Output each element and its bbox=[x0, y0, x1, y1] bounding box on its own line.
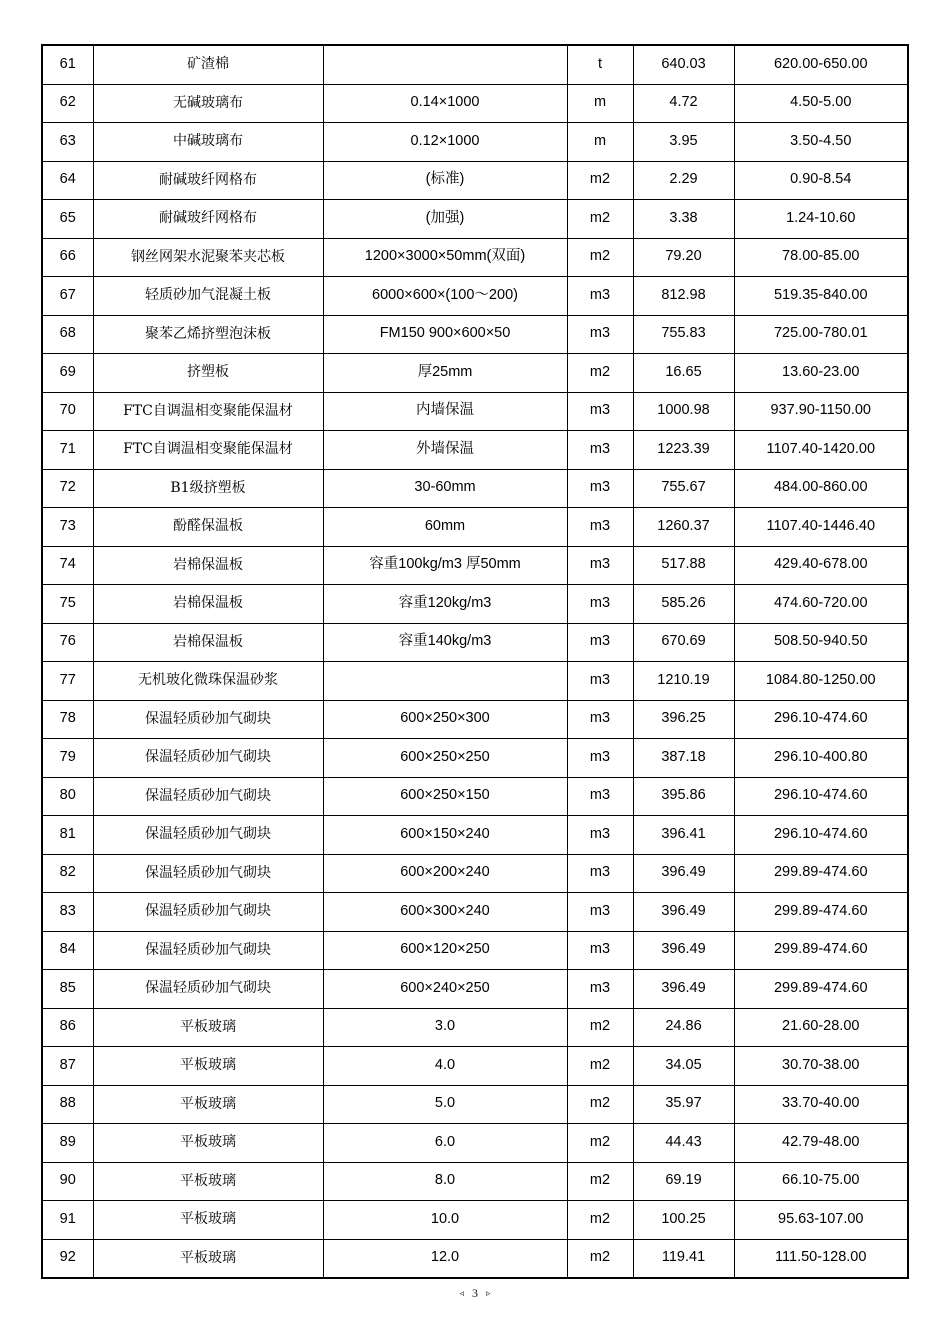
row-number-cell: 86 bbox=[42, 1008, 93, 1047]
row-number-cell: 81 bbox=[42, 816, 93, 855]
price-range-cell: 484.00-860.00 bbox=[734, 469, 908, 508]
specification-cell: 10.0 bbox=[323, 1201, 567, 1240]
price-range-cell: 296.10-474.60 bbox=[734, 816, 908, 855]
row-number-cell: 76 bbox=[42, 623, 93, 662]
price-range-cell: 33.70-40.00 bbox=[734, 1085, 908, 1124]
unit-cell: m2 bbox=[567, 1162, 633, 1201]
table-row bbox=[42, 123, 908, 162]
specification-cell: 60mm bbox=[323, 508, 567, 547]
specification-cell: 1200×3000×50mm(双面) bbox=[323, 238, 567, 277]
price-range-cell: 13.60-23.00 bbox=[734, 354, 908, 393]
price-cell: 34.05 bbox=[633, 1047, 734, 1086]
specification-cell: 6.0 bbox=[323, 1124, 567, 1163]
material-name-cell: 平板玻璃 bbox=[93, 1008, 323, 1047]
specification-cell: 600×250×250 bbox=[323, 739, 567, 778]
material-name-cell: 岩棉保温板 bbox=[93, 623, 323, 662]
price-range-cell: 21.60-28.00 bbox=[734, 1008, 908, 1047]
material-name-cell: FTC自调温相变聚能保温材 bbox=[93, 431, 323, 470]
price-cell: 1210.19 bbox=[633, 662, 734, 701]
price-range-cell: 299.89-474.60 bbox=[734, 970, 908, 1009]
price-range-cell: 78.00-85.00 bbox=[734, 238, 908, 277]
row-number-cell: 82 bbox=[42, 854, 93, 893]
unit-cell: m bbox=[567, 123, 633, 162]
material-name-cell: 平板玻璃 bbox=[93, 1085, 323, 1124]
material-name-cell: 保温轻质砂加气砌块 bbox=[93, 893, 323, 932]
price-cell: 387.18 bbox=[633, 739, 734, 778]
price-cell: 1223.39 bbox=[633, 431, 734, 470]
price-range-cell: 296.10-474.60 bbox=[734, 777, 908, 816]
table-row bbox=[42, 662, 908, 701]
unit-cell: m3 bbox=[567, 546, 633, 585]
material-name-cell: 岩棉保温板 bbox=[93, 546, 323, 585]
price-range-cell: 3.50-4.50 bbox=[734, 123, 908, 162]
material-name-cell: 耐碱玻纤网格布 bbox=[93, 161, 323, 200]
material-name-cell: 中碱玻璃布 bbox=[93, 123, 323, 162]
unit-cell: m3 bbox=[567, 739, 633, 778]
table-row bbox=[42, 623, 908, 662]
specification-cell: (标准) bbox=[323, 161, 567, 200]
row-number-cell: 84 bbox=[42, 931, 93, 970]
table-row bbox=[42, 777, 908, 816]
specification-cell: 12.0 bbox=[323, 1239, 567, 1278]
specification-cell: 容重120kg/m3 bbox=[323, 585, 567, 624]
specification-cell: 6000×600×(100～200) bbox=[323, 277, 567, 316]
unit-cell: m2 bbox=[567, 1124, 633, 1163]
specification-cell: 8.0 bbox=[323, 1162, 567, 1201]
price-range-cell: 0.90-8.54 bbox=[734, 161, 908, 200]
price-cell: 3.95 bbox=[633, 123, 734, 162]
specification-cell: 外墙保温 bbox=[323, 431, 567, 470]
price-range-cell: 1107.40-1420.00 bbox=[734, 431, 908, 470]
material-name-cell: B1级挤塑板 bbox=[93, 469, 323, 508]
price-cell: 812.98 bbox=[633, 277, 734, 316]
table-row bbox=[42, 1008, 908, 1047]
row-number-cell: 91 bbox=[42, 1201, 93, 1240]
specification-cell: 容重100kg/m3 厚50mm bbox=[323, 546, 567, 585]
unit-cell: m3 bbox=[567, 315, 633, 354]
specification-cell: 600×250×300 bbox=[323, 700, 567, 739]
material-name-cell: 酚醛保温板 bbox=[93, 508, 323, 547]
row-number-cell: 66 bbox=[42, 238, 93, 277]
material-name-cell: 无机玻化微珠保温砂浆 bbox=[93, 662, 323, 701]
price-range-cell: 30.70-38.00 bbox=[734, 1047, 908, 1086]
price-cell: 585.26 bbox=[633, 585, 734, 624]
specification-cell: 600×120×250 bbox=[323, 931, 567, 970]
price-cell: 396.49 bbox=[633, 931, 734, 970]
price-range-cell: 1084.80-1250.00 bbox=[734, 662, 908, 701]
price-range-cell: 299.89-474.60 bbox=[734, 854, 908, 893]
table-row bbox=[42, 238, 908, 277]
unit-cell: m3 bbox=[567, 431, 633, 470]
price-cell: 670.69 bbox=[633, 623, 734, 662]
row-number-cell: 77 bbox=[42, 662, 93, 701]
material-name-cell: 平板玻璃 bbox=[93, 1201, 323, 1240]
price-range-cell: 1.24-10.60 bbox=[734, 200, 908, 239]
price-cell: 396.25 bbox=[633, 700, 734, 739]
unit-cell: m2 bbox=[567, 200, 633, 239]
unit-cell: m2 bbox=[567, 1085, 633, 1124]
table-row bbox=[42, 45, 908, 84]
table-row bbox=[42, 970, 908, 1009]
row-number-cell: 85 bbox=[42, 970, 93, 1009]
unit-cell: m2 bbox=[567, 354, 633, 393]
price-cell: 517.88 bbox=[633, 546, 734, 585]
price-cell: 1260.37 bbox=[633, 508, 734, 547]
right-triangle-icon: ▹ bbox=[486, 1288, 491, 1298]
price-range-cell: 519.35-840.00 bbox=[734, 277, 908, 316]
table-row bbox=[42, 315, 908, 354]
specification-cell: 600×150×240 bbox=[323, 816, 567, 855]
material-name-cell: 保温轻质砂加气砌块 bbox=[93, 700, 323, 739]
specification-cell: 600×300×240 bbox=[323, 893, 567, 932]
unit-cell: m3 bbox=[567, 508, 633, 547]
price-cell: 396.49 bbox=[633, 970, 734, 1009]
price-cell: 4.72 bbox=[633, 84, 734, 123]
price-range-cell: 296.10-474.60 bbox=[734, 700, 908, 739]
unit-cell: m2 bbox=[567, 161, 633, 200]
row-number-cell: 73 bbox=[42, 508, 93, 547]
material-name-cell: 挤塑板 bbox=[93, 354, 323, 393]
material-name-cell: 耐碱玻纤网格布 bbox=[93, 200, 323, 239]
price-range-cell: 937.90-1150.00 bbox=[734, 392, 908, 431]
price-range-cell: 620.00-650.00 bbox=[734, 45, 908, 84]
table-row bbox=[42, 931, 908, 970]
material-name-cell: 无碱玻璃布 bbox=[93, 84, 323, 123]
material-name-cell: 保温轻质砂加气砌块 bbox=[93, 739, 323, 778]
row-number-cell: 72 bbox=[42, 469, 93, 508]
table-row bbox=[42, 739, 908, 778]
material-name-cell: 平板玻璃 bbox=[93, 1124, 323, 1163]
unit-cell: m3 bbox=[567, 700, 633, 739]
price-cell: 755.67 bbox=[633, 469, 734, 508]
table-row bbox=[42, 854, 908, 893]
price-cell: 396.41 bbox=[633, 816, 734, 855]
material-name-cell: 矿渣棉 bbox=[93, 45, 323, 84]
price-cell: 396.49 bbox=[633, 893, 734, 932]
row-number-cell: 80 bbox=[42, 777, 93, 816]
specification-cell: 厚25mm bbox=[323, 354, 567, 393]
row-number-cell: 92 bbox=[42, 1239, 93, 1278]
left-triangle-icon: ◃ bbox=[459, 1288, 464, 1298]
table-row bbox=[42, 585, 908, 624]
table-row bbox=[42, 200, 908, 239]
specification-cell: 4.0 bbox=[323, 1047, 567, 1086]
table-row bbox=[42, 508, 908, 547]
price-cell: 100.25 bbox=[633, 1201, 734, 1240]
table-row bbox=[42, 1085, 908, 1124]
row-number-cell: 63 bbox=[42, 123, 93, 162]
material-name-cell: 保温轻质砂加气砌块 bbox=[93, 816, 323, 855]
material-name-cell: 聚苯乙烯挤塑泡沫板 bbox=[93, 315, 323, 354]
row-number-cell: 88 bbox=[42, 1085, 93, 1124]
price-range-cell: 299.89-474.60 bbox=[734, 893, 908, 932]
specification-cell: 30-60mm bbox=[323, 469, 567, 508]
row-number-cell: 89 bbox=[42, 1124, 93, 1163]
price-range-cell: 111.50-128.00 bbox=[734, 1239, 908, 1278]
unit-cell: m3 bbox=[567, 277, 633, 316]
table-row bbox=[42, 1124, 908, 1163]
price-range-cell: 508.50-940.50 bbox=[734, 623, 908, 662]
unit-cell: m2 bbox=[567, 238, 633, 277]
specification-cell: 600×240×250 bbox=[323, 970, 567, 1009]
price-cell: 119.41 bbox=[633, 1239, 734, 1278]
price-range-cell: 4.50-5.00 bbox=[734, 84, 908, 123]
table-row bbox=[42, 469, 908, 508]
price-cell: 69.19 bbox=[633, 1162, 734, 1201]
unit-cell: m3 bbox=[567, 469, 633, 508]
unit-cell: m3 bbox=[567, 931, 633, 970]
unit-cell: m2 bbox=[567, 1239, 633, 1278]
unit-cell: m2 bbox=[567, 1201, 633, 1240]
specification-cell: (加强) bbox=[323, 200, 567, 239]
row-number-cell: 61 bbox=[42, 45, 93, 84]
table-row bbox=[42, 1162, 908, 1201]
material-name-cell: 保温轻质砂加气砌块 bbox=[93, 970, 323, 1009]
specification-cell: 0.12×1000 bbox=[323, 123, 567, 162]
price-cell: 44.43 bbox=[633, 1124, 734, 1163]
table-row bbox=[42, 354, 908, 393]
table-row bbox=[42, 84, 908, 123]
price-cell: 79.20 bbox=[633, 238, 734, 277]
material-name-cell: 平板玻璃 bbox=[93, 1239, 323, 1278]
row-number-cell: 79 bbox=[42, 739, 93, 778]
material-name-cell: FTC自调温相变聚能保温材 bbox=[93, 392, 323, 431]
price-table bbox=[41, 44, 909, 1279]
price-cell: 24.86 bbox=[633, 1008, 734, 1047]
specification-cell: 内墙保温 bbox=[323, 392, 567, 431]
unit-cell: m3 bbox=[567, 777, 633, 816]
specification-cell bbox=[323, 662, 567, 701]
unit-cell: m3 bbox=[567, 585, 633, 624]
unit-cell: m3 bbox=[567, 893, 633, 932]
row-number-cell: 69 bbox=[42, 354, 93, 393]
price-cell: 1000.98 bbox=[633, 392, 734, 431]
price-range-cell: 1107.40-1446.40 bbox=[734, 508, 908, 547]
price-range-cell: 42.79-48.00 bbox=[734, 1124, 908, 1163]
material-name-cell: 平板玻璃 bbox=[93, 1162, 323, 1201]
price-range-cell: 296.10-400.80 bbox=[734, 739, 908, 778]
table-row bbox=[42, 546, 908, 585]
page-number: 3 bbox=[472, 1286, 478, 1300]
price-cell: 16.65 bbox=[633, 354, 734, 393]
table-row bbox=[42, 1201, 908, 1240]
row-number-cell: 62 bbox=[42, 84, 93, 123]
unit-cell: m3 bbox=[567, 816, 633, 855]
table-row bbox=[42, 893, 908, 932]
table-body bbox=[42, 45, 908, 1278]
page-footer bbox=[0, 1286, 950, 1301]
price-range-cell: 299.89-474.60 bbox=[734, 931, 908, 970]
table-row bbox=[42, 1239, 908, 1278]
row-number-cell: 65 bbox=[42, 200, 93, 239]
row-number-cell: 64 bbox=[42, 161, 93, 200]
table-row bbox=[42, 816, 908, 855]
specification-cell: 600×200×240 bbox=[323, 854, 567, 893]
specification-cell: FM150 900×600×50 bbox=[323, 315, 567, 354]
specification-cell: 3.0 bbox=[323, 1008, 567, 1047]
material-name-cell: 保温轻质砂加气砌块 bbox=[93, 931, 323, 970]
unit-cell: m2 bbox=[567, 1008, 633, 1047]
row-number-cell: 74 bbox=[42, 546, 93, 585]
table-row bbox=[42, 1047, 908, 1086]
specification-cell: 0.14×1000 bbox=[323, 84, 567, 123]
price-cell: 640.03 bbox=[633, 45, 734, 84]
price-cell: 396.49 bbox=[633, 854, 734, 893]
material-name-cell: 保温轻质砂加气砌块 bbox=[93, 777, 323, 816]
unit-cell: m3 bbox=[567, 623, 633, 662]
table-row bbox=[42, 431, 908, 470]
material-name-cell: 轻质砂加气混凝土板 bbox=[93, 277, 323, 316]
price-cell: 2.29 bbox=[633, 161, 734, 200]
specification-cell: 5.0 bbox=[323, 1085, 567, 1124]
row-number-cell: 67 bbox=[42, 277, 93, 316]
price-cell: 35.97 bbox=[633, 1085, 734, 1124]
specification-cell: 容重140kg/m3 bbox=[323, 623, 567, 662]
table-row bbox=[42, 392, 908, 431]
row-number-cell: 71 bbox=[42, 431, 93, 470]
unit-cell: m bbox=[567, 84, 633, 123]
table-row bbox=[42, 700, 908, 739]
price-range-cell: 474.60-720.00 bbox=[734, 585, 908, 624]
row-number-cell: 78 bbox=[42, 700, 93, 739]
row-number-cell: 75 bbox=[42, 585, 93, 624]
price-cell: 755.83 bbox=[633, 315, 734, 354]
unit-cell: m2 bbox=[567, 1047, 633, 1086]
price-range-cell: 95.63-107.00 bbox=[734, 1201, 908, 1240]
price-cell: 3.38 bbox=[633, 200, 734, 239]
unit-cell: m3 bbox=[567, 970, 633, 1009]
unit-cell: t bbox=[567, 45, 633, 84]
row-number-cell: 70 bbox=[42, 392, 93, 431]
price-cell: 395.86 bbox=[633, 777, 734, 816]
price-range-cell: 725.00-780.01 bbox=[734, 315, 908, 354]
unit-cell: m3 bbox=[567, 854, 633, 893]
table-row bbox=[42, 277, 908, 316]
row-number-cell: 83 bbox=[42, 893, 93, 932]
material-name-cell: 钢丝网架水泥聚苯夹芯板 bbox=[93, 238, 323, 277]
row-number-cell: 87 bbox=[42, 1047, 93, 1086]
material-name-cell: 保温轻质砂加气砌块 bbox=[93, 854, 323, 893]
price-range-cell: 429.40-678.00 bbox=[734, 546, 908, 585]
material-name-cell: 岩棉保温板 bbox=[93, 585, 323, 624]
unit-cell: m3 bbox=[567, 662, 633, 701]
specification-cell: 600×250×150 bbox=[323, 777, 567, 816]
row-number-cell: 68 bbox=[42, 315, 93, 354]
row-number-cell: 90 bbox=[42, 1162, 93, 1201]
specification-cell bbox=[323, 45, 567, 84]
material-name-cell: 平板玻璃 bbox=[93, 1047, 323, 1086]
price-range-cell: 66.10-75.00 bbox=[734, 1162, 908, 1201]
table-row bbox=[42, 161, 908, 200]
unit-cell: m3 bbox=[567, 392, 633, 431]
